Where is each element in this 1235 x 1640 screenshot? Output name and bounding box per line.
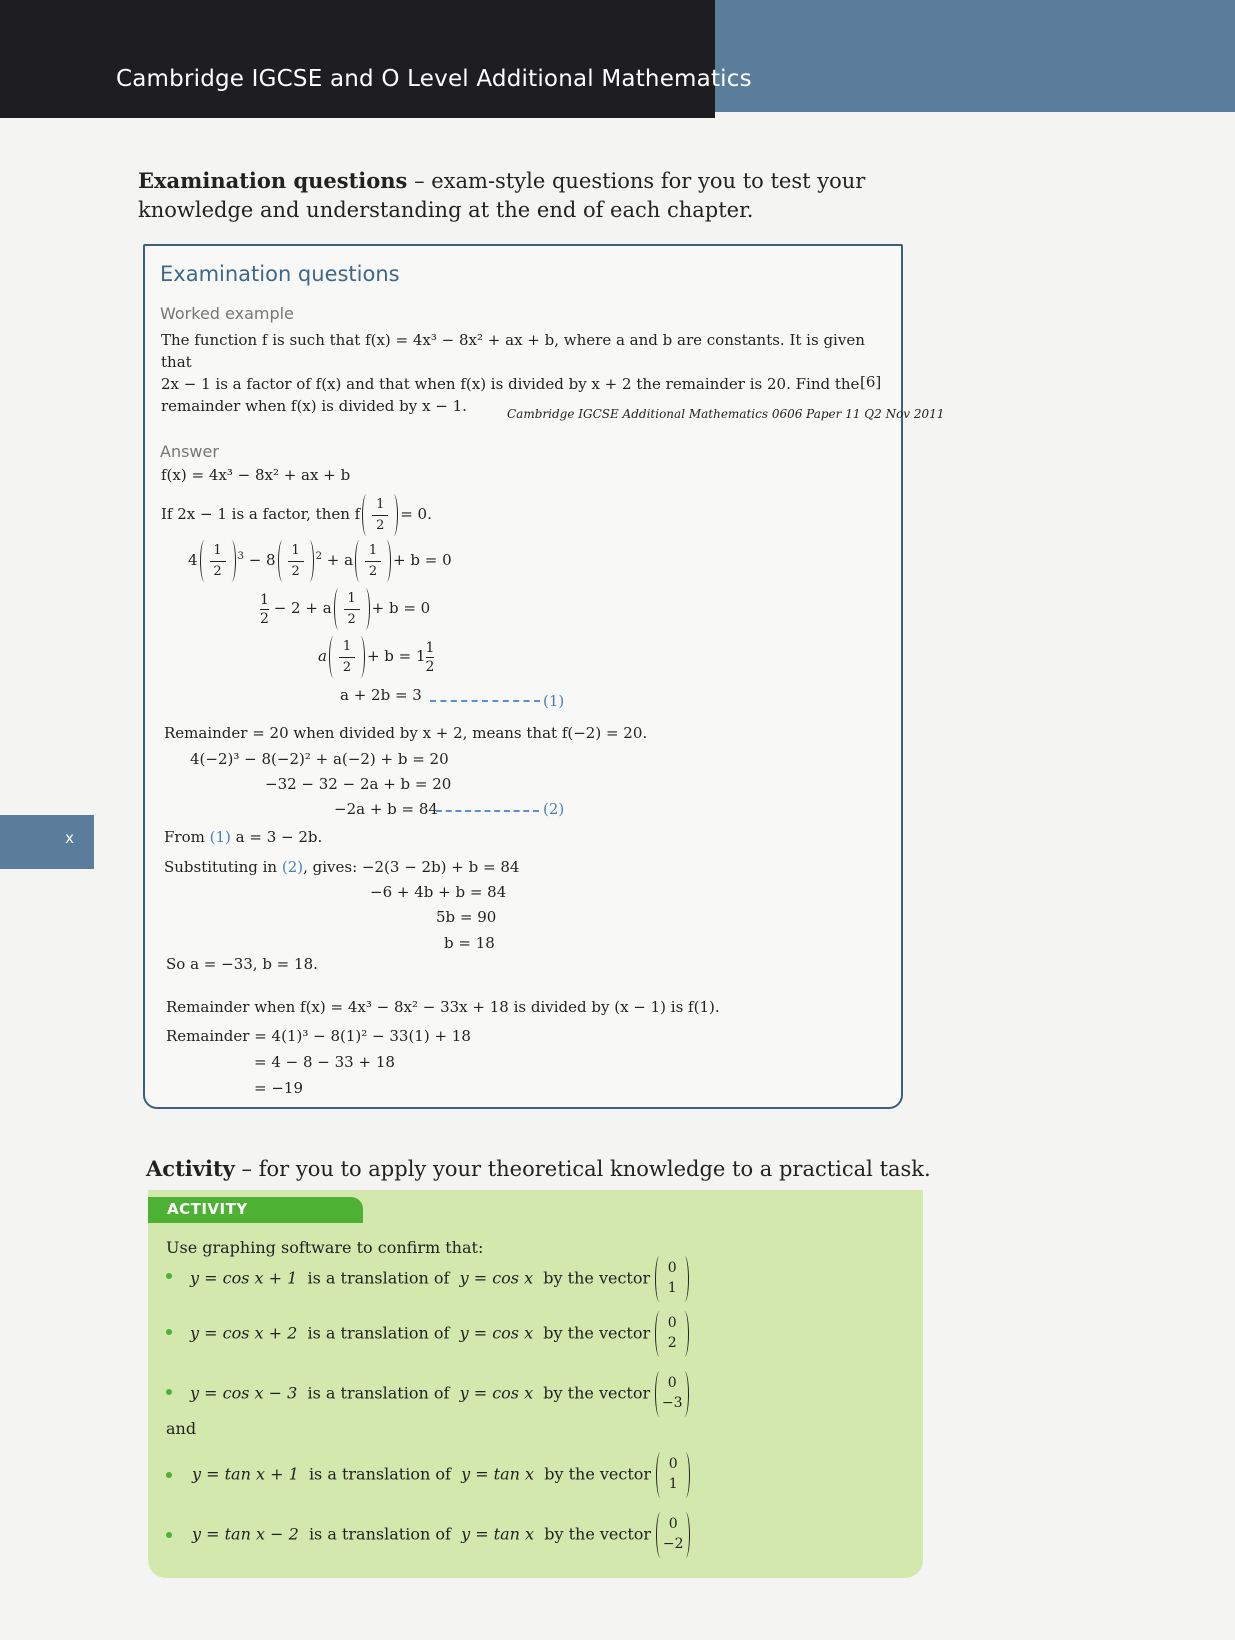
intro-paragraph: [138, 166, 918, 225]
answer-text: − 2 + a: [273, 599, 332, 617]
answer-text: + b = 1: [366, 647, 426, 665]
answer-line: f(x) = 4x³ − 8x² + ax + b: [161, 466, 351, 484]
half-parenthesis: [355, 540, 391, 582]
equation-ref: (1): [543, 692, 565, 710]
equation-ref: (2): [281, 858, 304, 876]
bullet-icon: [166, 1273, 176, 1283]
vector-bottom: −3: [661, 1395, 683, 1411]
fraction-den: 2: [368, 564, 378, 579]
fraction-den: 2: [260, 610, 269, 627]
translation-vector: [655, 1256, 689, 1302]
activity-intro: Use graphing software to confirm that:: [166, 1238, 484, 1257]
fraction: [260, 591, 269, 628]
question-source: Cambridge IGCSE Additional Mathematics 0606 Paper 11 Q2 Nov 2011: [507, 407, 945, 421]
answer-text: a: [318, 647, 327, 665]
answer-line: [164, 828, 322, 846]
answer-text: − 8: [248, 551, 276, 569]
answer-line: [260, 588, 430, 630]
page-number-tab: [0, 815, 94, 869]
question-text: [161, 329, 873, 417]
half-parenthesis: [200, 540, 236, 582]
page-number: x: [65, 829, 74, 847]
bullet-icon: [166, 1329, 176, 1339]
vector-top: 0: [668, 1516, 678, 1532]
activity-base: y = cos x: [459, 1268, 534, 1288]
fraction-num: 1: [291, 543, 300, 558]
header-bar: [0, 0, 715, 118]
fraction-num: 1: [347, 591, 356, 606]
answer-line: −32 − 32 − 2a + b = 20: [265, 775, 452, 793]
dotted-leader: [430, 700, 540, 702]
answer-line: [161, 494, 432, 536]
fraction-num: 1: [376, 497, 385, 512]
activity-by: by the vector: [544, 1524, 652, 1544]
answer-line: Remainder = 20 when divided by x + 2, means that f(−2) = 20.: [164, 724, 648, 742]
translation-vector: [655, 1371, 689, 1417]
answer-text: 4: [188, 551, 198, 569]
activity-item: [190, 1311, 689, 1357]
answer-text: = 0.: [400, 505, 432, 523]
activity-item: [192, 1512, 690, 1558]
answer-text: a = 3 − 2b.: [235, 828, 323, 846]
book-title: Cambridge IGCSE and O Level Additional Mathematics: [116, 66, 752, 92]
answer-text: , gives: −2(3 − 2b) + b = 84: [303, 858, 520, 876]
activity-eq: y = cos x + 1: [190, 1268, 298, 1288]
bullet-icon: [166, 1472, 176, 1482]
marks: [6]: [860, 373, 882, 391]
vector-top: 0: [668, 1456, 678, 1472]
translation-vector: [656, 1452, 690, 1498]
activity-mid: is a translation of: [308, 1464, 451, 1484]
fraction-num: 1: [425, 639, 435, 656]
activity-heading: [146, 1156, 931, 1181]
fraction: [426, 639, 435, 676]
question-line-3: remainder when f(x) is divided by x − 1.: [161, 397, 467, 415]
fraction-den: 2: [347, 612, 356, 627]
exponent: 3: [237, 551, 244, 562]
vector-top: 0: [667, 1375, 677, 1391]
vector-top: 0: [667, 1260, 677, 1276]
answer-line: = −19: [254, 1079, 303, 1097]
half-parenthesis: [278, 540, 314, 582]
activity-by: by the vector: [543, 1268, 651, 1288]
activity-by: by the vector: [543, 1383, 651, 1403]
activity-mid: is a translation of: [307, 1268, 450, 1288]
activity-item: [192, 1452, 690, 1498]
box-title: Examination questions: [160, 262, 400, 286]
activity-by: by the vector: [544, 1464, 652, 1484]
answer-line: b = 18: [444, 934, 495, 952]
answer-line: a + 2b = 3: [340, 686, 422, 704]
and-label: and: [166, 1419, 197, 1438]
fraction-num: 1: [342, 639, 352, 654]
equation-ref: (2): [543, 800, 565, 818]
fraction-den: 2: [342, 660, 352, 675]
question-line-2: 2x − 1 is a factor of f(x) and that when f(x) is divided by x + 2 the remainder is 20. Find the: [161, 375, 860, 393]
fraction-den: 2: [291, 564, 300, 579]
fraction-num: 1: [368, 543, 378, 558]
answer-line: [318, 636, 434, 678]
answer-line: −2a + b = 84: [334, 800, 438, 818]
fraction-den: 2: [425, 658, 435, 675]
intro-bold: Examination questions: [138, 168, 408, 193]
answer-line: So a = −33, b = 18.: [166, 955, 318, 973]
answer-line: = 4 − 8 − 33 + 18: [254, 1053, 395, 1071]
vector-bottom: 1: [668, 1476, 678, 1492]
equation-ref: (1): [209, 828, 231, 846]
activity-mid: is a translation of: [307, 1383, 450, 1403]
activity-by: by the vector: [543, 1323, 651, 1343]
activity-mid: is a translation of: [308, 1524, 451, 1544]
answer-text: From: [164, 828, 205, 846]
answer-text: + b = 0: [393, 551, 452, 569]
intro-text: – exam-style questions for you to test your knowledge and understanding at the end of each chapter.: [138, 169, 866, 222]
answer-line: 4(−2)³ − 8(−2)² + a(−2) + b = 20: [190, 750, 449, 768]
activity-base: y = tan x: [461, 1524, 535, 1544]
answer-line: Remainder when f(x) = 4x³ − 8x² − 33x + 18 is divided by (x − 1) is f(1).: [166, 998, 720, 1016]
activity-item: [190, 1371, 689, 1417]
question-line-1: The function f is such that f(x) = 4x³ − 8x² + ax + b, where a and b are constants. It is given that: [161, 331, 865, 371]
activity-mid: is a translation of: [307, 1323, 450, 1343]
half-parenthesis: [329, 636, 365, 678]
activity-eq: y = cos x + 2: [190, 1323, 298, 1343]
worked-example-label: Worked example: [160, 304, 294, 323]
answer-text: + b = 0: [371, 599, 431, 617]
translation-vector: [656, 1512, 690, 1558]
activity-tag-label: ACTIVITY: [167, 1200, 248, 1218]
answer-line: Remainder = 4(1)³ − 8(1)² − 33(1) + 18: [166, 1027, 471, 1045]
dotted-leader: [436, 810, 539, 812]
activity-item: [190, 1256, 689, 1302]
activity-eq: y = tan x + 1: [192, 1464, 299, 1484]
answer-text: If 2x − 1 is a factor, then f: [161, 505, 361, 523]
half-parenthesis: [362, 494, 398, 536]
answer-line: −6 + 4b + b = 84: [370, 883, 507, 901]
fraction-num: 1: [213, 543, 222, 558]
answer-line: 5b = 90: [436, 908, 497, 926]
answer-text: + a: [326, 551, 354, 569]
vector-top: 0: [667, 1315, 677, 1331]
fraction-num: 1: [260, 591, 269, 608]
exponent: 2: [315, 551, 322, 562]
translation-vector: [655, 1311, 689, 1357]
activity-base: y = tan x: [461, 1464, 535, 1484]
activity-base: y = cos x: [459, 1323, 534, 1343]
header-accent: [715, 0, 1235, 112]
vector-bottom: 1: [667, 1280, 677, 1296]
activity-tag: [148, 1197, 363, 1223]
fraction-den: 2: [213, 564, 222, 579]
answer-line: [188, 540, 452, 582]
activity-eq: y = tan x − 2: [192, 1524, 299, 1544]
bullet-icon: [166, 1532, 176, 1542]
activity-heading-text: – for you to apply your theoretical knowledge to a practical task.: [234, 1157, 931, 1181]
activity-eq: y = cos x − 3: [190, 1383, 298, 1403]
answer-text: Substituting in: [164, 858, 278, 876]
answer-label: Answer: [160, 442, 219, 461]
activity-heading-bold: Activity: [146, 1156, 235, 1181]
vector-bottom: −2: [662, 1536, 684, 1552]
activity-base: y = cos x: [459, 1383, 534, 1403]
half-parenthesis: [334, 588, 370, 630]
fraction-den: 2: [376, 518, 385, 533]
vector-bottom: 2: [667, 1335, 677, 1351]
answer-line: [164, 858, 519, 876]
bullet-icon: [166, 1389, 176, 1399]
